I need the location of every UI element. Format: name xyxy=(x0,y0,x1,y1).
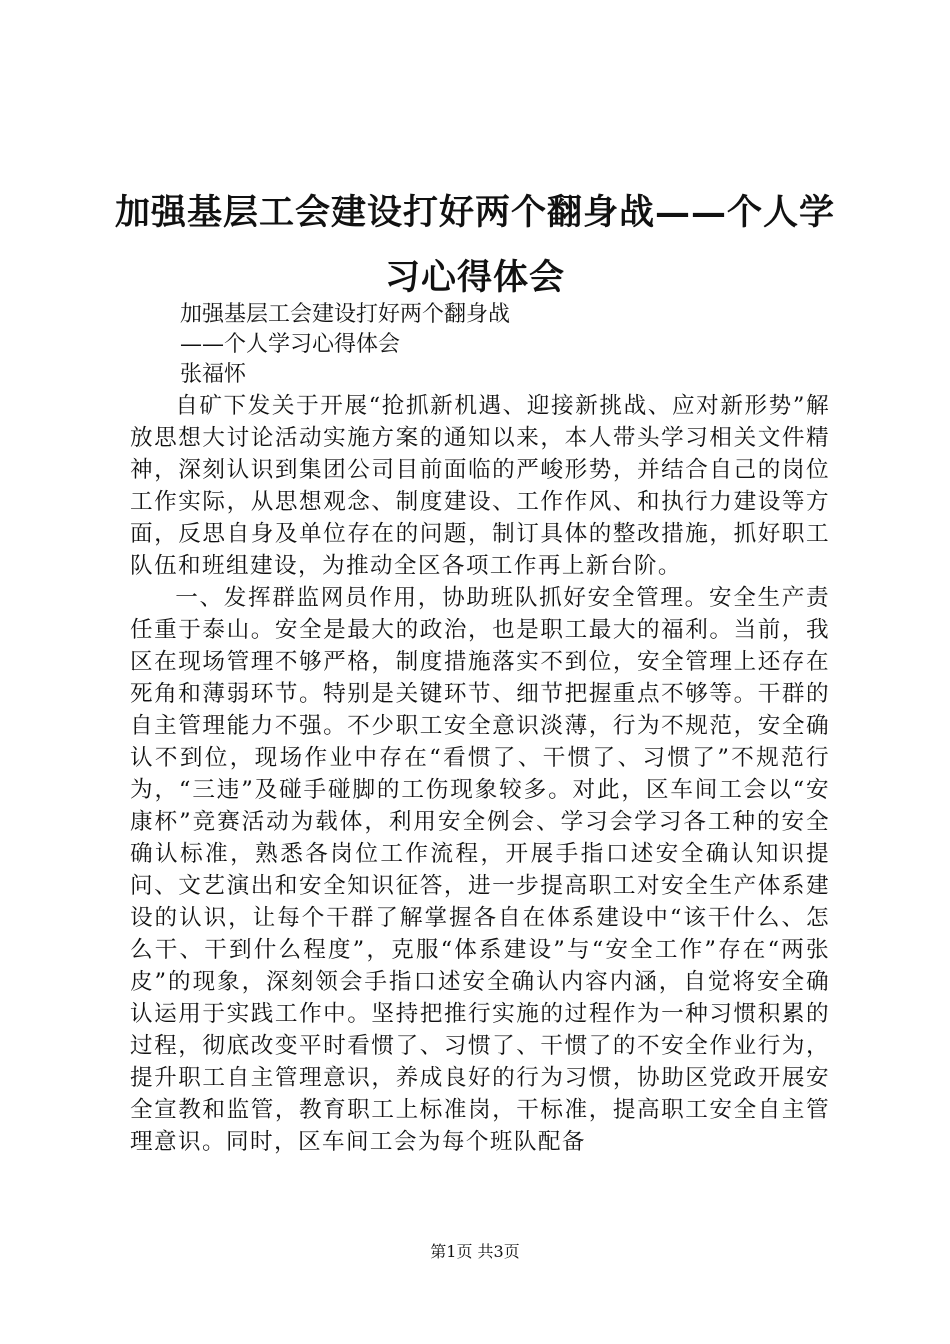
document-title: 加强基层工会建设打好两个翻身战——个人学习心得体会 xyxy=(114,192,835,298)
page-footer: 第1页 共3页 xyxy=(430,1242,520,1261)
paragraph: 一、发挥群监网员作用，协助班队抓好安全管理。安全生产责任重于泰山。安全是最大的政治，也是职工最大的福利。当前，我区在现场管理不够严格，制度措施落实不到位，安全管理上还存在死角和薄弱环节。特别是关键环节、细节把握重点不够等。干群的自主管理能力不强。不少职工安全意识淡薄，行为不规范，安全确认不到位，现场作业中存在“看惯了、干惯了、习惯了”不规范行为，“三违”及碰手碰脚的工伤现象较多。对此，区车间工会以“安康杯”竞赛活动为载体，利用安全例会、学习会学习各工种的安全确认标准，熟悉各岗位工作流程，开展手指口述安全确认知识提问、文艺演出和安全知识征答，进一步提高职工对安全生产体系建设的认识，让每个干群了解掌握各自在体系建设中“该干什么、怎么干、干到什么程度”，克服“体系建设”与“安全工作”存在“两张皮”的现象，深刻领会手指口述安全确认内容内涵，自觉将安全确认运用于实践工作中。坚持把推行实施的过程作为一种习惯积累的过程，彻底改变平时看惯了、习惯了、干惯了的不安全作业行为，提升职工自主管理意识，养成良好的行为习惯，协助区党政开展安全宣教和监管，教育职工上标准岗，干标准，提高职工安全自主管理意识。同时，区车间工会为每个班队配备 xyxy=(130,585,830,1155)
subtitle-line: 加强基层工会建设打好两个翻身战 xyxy=(180,302,511,327)
paragraph: 自矿下发关于开展“抢抓新机遇、迎接新挑战、应对新形势”解放思想大讨论活动实施方案的通知以来，本人带头学习相关文件精神，深刻认识到集团公司目前面临的严峻形势，并结合自己的岗位工作实际，从思想观念、制度建设、工作作风、和执行力建设等方面，反思自身及单位存在的问题，制订具体的整改措施，抓好职工队伍和班组建设，为推动全区各项工作再上新台阶。 xyxy=(130,393,830,579)
author-name: 张福怀 xyxy=(180,362,247,387)
subtitle-line: ——个人学习心得体会 xyxy=(180,332,401,357)
body-text xyxy=(130,390,830,1158)
subtitle-block xyxy=(180,300,510,390)
